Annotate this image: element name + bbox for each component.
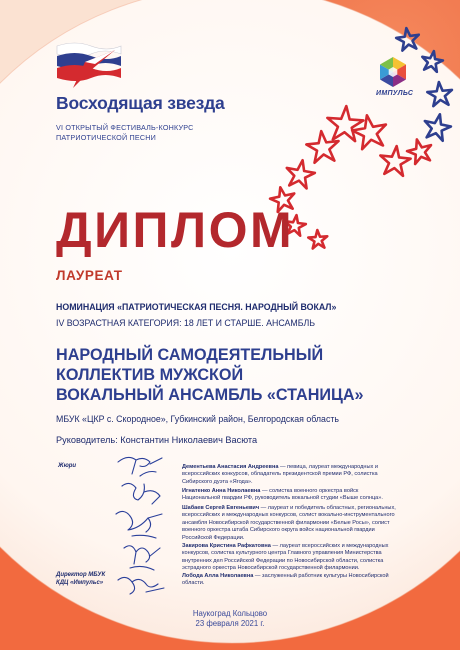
jury-member-name: Шабаев Сергей Евгеньевич xyxy=(182,505,260,511)
star-icon xyxy=(284,158,317,190)
director-label xyxy=(56,572,105,588)
festival-subtitle-line-1: VI ОТКРЫТЫЙ ФЕСТИВАЛЬ-КОНКУРС xyxy=(56,123,194,132)
jury-label: Жюри xyxy=(58,463,77,469)
star-icon xyxy=(326,105,364,142)
signature-3 xyxy=(116,511,162,538)
jury-member-desc: — солистка военного оркестра войск Национальной гвардии РФ, руководитель вокальной студии «Выше солнца». xyxy=(182,488,383,502)
jury-member-name: Закирова Кристина Рафкатовна xyxy=(182,543,271,549)
diploma-title: ДИПЛОМ xyxy=(56,202,295,258)
footer-date: 23 февраля 2021 г. xyxy=(195,619,265,628)
flag-star-logo-icon xyxy=(55,40,123,92)
jury-member xyxy=(182,488,397,503)
partner-logo-text: ИМПУЛЬС xyxy=(376,90,414,97)
jury-member-name: Дементьева Анастасия Андреевна xyxy=(182,464,279,470)
jury-member xyxy=(182,543,397,573)
jury-member-desc: — певица, лауреат международных и всероссийских конкурсов, обладатель президентской премии РФ, солистка Сибирского дуэта «Ягода». xyxy=(182,464,379,485)
director-name: Лобода Алла Николаевна xyxy=(182,573,254,579)
ensemble-name-line-1: НАРОДНЫЙ САМОДЕЯТЕЛЬНЫЙ xyxy=(56,346,324,364)
nomination: НОМИНАЦИЯ «ПАТРИОТИЧЕСКАЯ ПЕСНЯ. НАРОДНЫЙ ВОКАЛ» xyxy=(56,302,337,312)
star-icon xyxy=(308,229,328,248)
jury-member xyxy=(182,464,397,486)
award-title: ЛАУРЕАТ xyxy=(56,268,123,283)
festival-name: Восходящая звезда xyxy=(56,93,225,113)
star-icon xyxy=(350,112,389,150)
director-label-line-2: КДЦ «Импульс» xyxy=(56,579,104,586)
festival-subtitle-line-2: ПАТРИОТИЧЕСКОЙ ПЕСНИ xyxy=(56,133,157,142)
jury-member-desc: — лауреат и победитель областных, региональных, всероссийских и международных конкурсов, солист вокально-инструментального ансамбля Новосибирской государственной филармонии «Белые Росы», солист военного оркестра штаба Сибирского округа войск национальной гвардии Российской Федерации. xyxy=(182,505,396,541)
jury-member-desc: — лауреат всероссийских и международных конкурсов, солистка культурного центра Главного управления Министерства внутренних дел Российской Федерации по Новосибирской области, солистка эстрадного оркестра Новосибирской государственной филармонии. xyxy=(182,543,389,572)
impulse-hexagon-logo-icon xyxy=(376,55,410,89)
director-desc: — заслуженный работник культуры Новосибирской области. xyxy=(182,573,389,587)
signature-1 xyxy=(118,457,162,476)
jury-member-name: Игнатенко Анна Николаевна xyxy=(182,488,261,494)
star-icon xyxy=(427,81,454,107)
director-label-line-1: Директор МБУК xyxy=(56,572,106,578)
signature-5 xyxy=(118,577,164,594)
signature-2 xyxy=(122,483,160,504)
leader: Руководитель: Константин Николаевич Васюта xyxy=(56,435,258,445)
age-category: IV ВОЗРАСТНАЯ КАТЕГОРИЯ: 18 ЛЕТ И СТАРШЕ. АНСАМБЛЬ xyxy=(56,318,316,328)
ensemble-name-line-2: КОЛЛЕКТИВ МУЖСКОЙ xyxy=(56,366,244,384)
ensemble-name-line-3: ВОКАЛЬНЫЙ АНСАМБЛЬ «СТАНИЦА» xyxy=(56,386,364,404)
star-icon xyxy=(422,112,453,142)
signature-4 xyxy=(124,546,160,570)
jury-member xyxy=(182,505,397,542)
jury-signatures xyxy=(110,452,180,602)
star-icon xyxy=(379,144,412,176)
footer-city: Наукоград Кольцово xyxy=(192,609,268,618)
director-info xyxy=(182,573,397,588)
organization: МБУК «ЦКР с. Скородное», Губкинский район, Белгородская область xyxy=(56,414,339,424)
star-icon xyxy=(420,49,444,72)
star-icon xyxy=(395,27,421,52)
